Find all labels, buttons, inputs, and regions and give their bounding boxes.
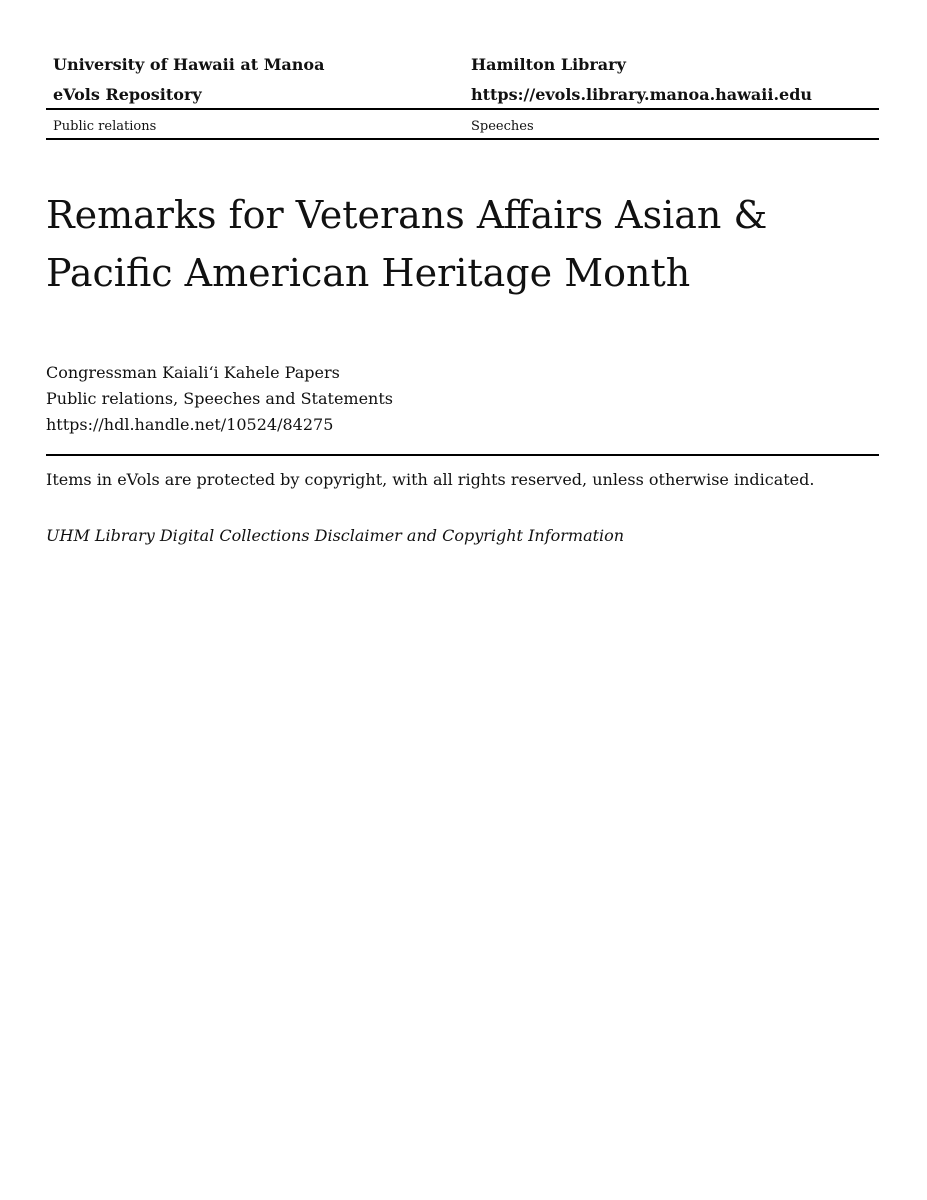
header-row-classification	[46, 110, 879, 140]
collection-name: Congressman Kaiali‘i Kahele Papers	[46, 363, 340, 382]
repository-url-link[interactable]: https://evols.library.manoa.hawaii.edu	[471, 85, 813, 104]
handle-link[interactable]: https://hdl.handle.net/10524/84275	[46, 415, 334, 434]
header-row-repository	[46, 83, 879, 110]
genre-label: Speeches	[471, 119, 534, 134]
rights-statement: Items in eVols are protected by copyright, with all rights reserved, unless otherwise indicated.	[46, 470, 815, 489]
divider	[46, 454, 879, 456]
document-metadata	[46, 360, 393, 438]
header-row-institution	[46, 52, 879, 83]
repository-name: eVols Repository	[53, 85, 202, 104]
header-table	[46, 52, 879, 140]
series-name: Public relations, Speeches and Statements	[46, 389, 393, 408]
subject-label: Public relations	[53, 119, 157, 134]
institution-name: University of Hawaii at Manoa	[53, 55, 325, 74]
library-name: Hamilton Library	[471, 55, 626, 74]
document-title: Remarks for Veterans Affairs Asian & Pacific American Heritage Month	[46, 193, 768, 295]
disclaimer-link[interactable]: UHM Library Digital Collections Disclaimer and Copyright Information	[46, 526, 625, 545]
